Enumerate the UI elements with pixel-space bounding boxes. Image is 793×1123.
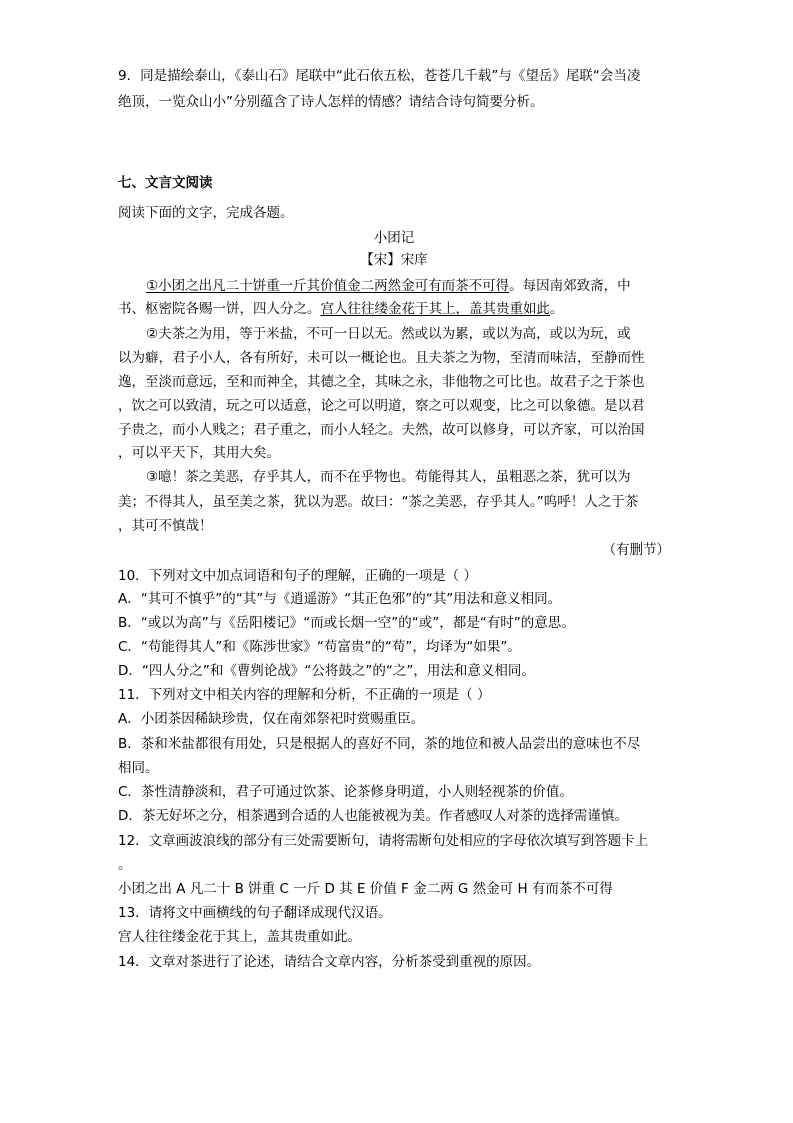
section-instruction: 阅读下面的文字，完成各题。 [118, 205, 294, 221]
underlined-sentence: 宫人往往缕金花于其上，盖其贵重如此 [320, 301, 550, 317]
section-heading: 七、文言文阅读 [118, 175, 213, 191]
paragraph-1-line-1 [146, 276, 631, 296]
paragraph-2-line: 逸，至淡而意远，至和而神全，其德之全，其味之永，非他物之可比也。故君子之于茶也 [118, 374, 645, 390]
paragraph-2-line: ②夫茶之为用，等于米盐，不可一日以无。然或以为累，或以为高，或以为玩，或 [146, 326, 631, 342]
paragraph-2-line: ，可以平天下，其用大矣。 [118, 445, 280, 461]
paragraph-2-line: 子贵之，而小人贱之；君子重之，而小人轻之。夫然，故可以修身，可以齐家，可以治国 [118, 422, 645, 438]
question-11-option-b: B．茶和米盐都很有用处，只是根据人的喜好不同，茶的地位和被人品尝出的意味也不尽 [118, 736, 641, 752]
paragraph-1-line-2: 书、枢密院各赐一饼，四人分之。宫人往往缕金花于其上，盖其贵重如此。 [118, 301, 564, 317]
question-13: 13．请将文中画横线的句子翻译成现代汉语。 [118, 905, 392, 921]
question-11: 11．下列对文中相关内容的理解和分析，不正确的一项是（ ） [118, 687, 491, 703]
question-10-option-d: D．“四人分之”和《曹刿论战》“公将鼓之”的“之”，用法和意义相同。 [118, 663, 535, 679]
paragraph-3-line: 美；不得其人，虽至美之茶，犹以为恶。故曰：“茶之美恶，存乎其人。”呜呼！人之于茶 [118, 494, 639, 510]
passage-title: 小团记 [373, 230, 415, 246]
passage-author: 【宋】宋庠 [360, 252, 428, 268]
wavy-line-sentence: ①小团之出凡二十饼重一斤其价值金二两然金可有而茶不可得 [146, 278, 510, 294]
question-11-option-b-cont: 相同。 [118, 760, 159, 776]
question-11-option-c: C．茶性清静淡和，君子可通过饮茶、论茶修身明道，小人则轻视茶的价值。 [118, 784, 573, 800]
question-10: 10．下列对文中加点词语和句子的理解，正确的一项是（ ） [118, 568, 477, 584]
question-12: 12．文章画波浪线的部分有三处需要断句，请将需断句处相应的字母依次填写到答题卡上 [118, 833, 649, 849]
paragraph-2-line: 以为癖，君子小人，各有所好，未可以一概论也。且夫茶之为物，至清而味洁，至静而性 [118, 350, 645, 366]
question-12-cont: 。 [118, 857, 132, 873]
q9-line-2: 绝顶，一览众山小”分别蕴含了诗人怎样的情感？请结合诗句简要分析。 [118, 94, 544, 110]
question-14: 14．文章对茶进行了论述，请结合文章内容，分析茶受到重视的原因。 [118, 954, 541, 970]
question-11-option-a: A．小团茶因稀缺珍贵，仅在南郊祭祀时赏赐重臣。 [118, 711, 425, 727]
paragraph-2-line: ，饮之可以致清，玩之可以适意，论之可以明道，察之可以观变，比之可以象德。是以君 [118, 398, 645, 414]
question-10-option-c: C．“苟能得其人”和《陈涉世家》“苟富贵”的“苟”，均译为“如果”。 [118, 639, 521, 655]
question-11-option-d: D．茶无好坏之分，相茶遇到合适的人也能被视为美。作者感叹人对茶的选择需谨慎。 [118, 808, 628, 824]
paragraph-3-line: ，其可不慎哉！ [118, 518, 213, 534]
p1-text: 。每因南郊致斋，中 [509, 278, 631, 294]
question-10-option-a: A．“其可不慎乎”的“其”与《逍遥游》“其正色邪”的“其”用法和意义相同。 [118, 591, 562, 607]
question-13-text: 宫人往往缕金花于其上，盖其贵重如此。 [118, 929, 361, 945]
paragraph-3-line: ③噫！茶之美恶，存乎其人，而不在乎物也。苟能得其人，虽粗恶之茶，犹可以为 [146, 469, 631, 485]
abridged-note: （有删节） [602, 542, 670, 558]
question-12-text: 小团之出 A 凡二十 B 饼重 C 一斤 D 其 E 价值 F 金二两 G 然金可 H 有而茶不可得 [118, 881, 613, 897]
question-10-option-b: B．“或以为高”与《岳阳楼记》“而或长烟一空”的“或”，都是“有时”的意思。 [118, 615, 575, 631]
q9-line-1: 9．同是描绘泰山，《泰山石》尾联中“此石依五松，苍苍几千载”与《望岳》尾联“会当凌 [118, 68, 641, 84]
